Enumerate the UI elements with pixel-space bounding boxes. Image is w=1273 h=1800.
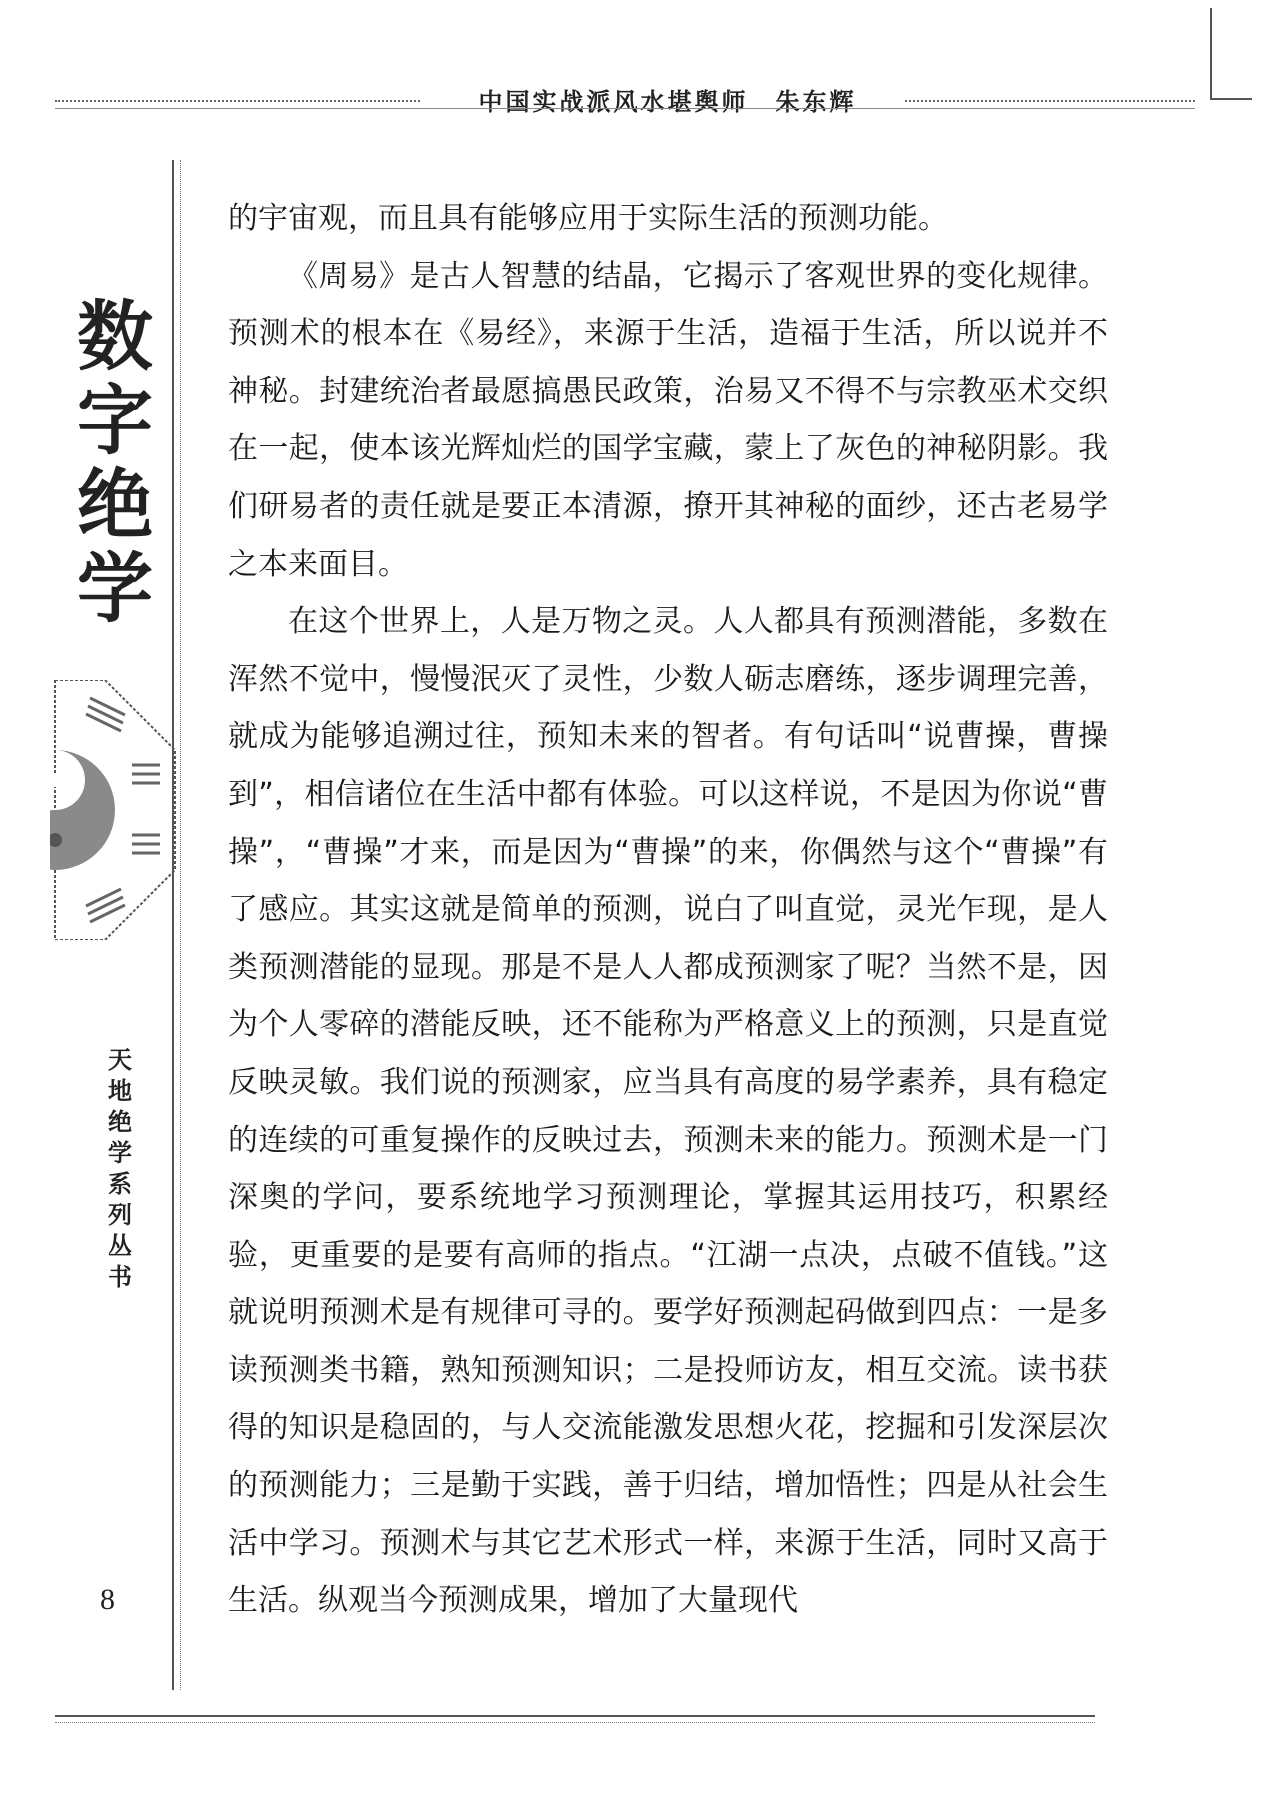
series-char: 学	[108, 1139, 132, 1167]
series-char: 书	[108, 1263, 132, 1291]
paragraph: 的宇宙观，而且具有能够应用于实际生活的预测功能。	[228, 201, 948, 236]
series-char: 列	[108, 1201, 132, 1229]
title-char: 学	[77, 544, 153, 633]
series-char: 地	[108, 1077, 132, 1105]
series-char: 系	[108, 1170, 132, 1198]
page-number: 8	[100, 1583, 115, 1616]
running-header: 中国实战派风水堪舆师 朱东辉	[478, 88, 857, 116]
title-char: 数	[77, 292, 153, 381]
title-char: 绝	[77, 460, 153, 549]
footer-rule-dotted	[55, 1722, 1095, 1723]
series-name-vertical	[100, 1045, 140, 1293]
header-rule-right	[905, 100, 1195, 102]
series-char: 天	[108, 1046, 132, 1074]
paragraph: 《周易》是古人智慧的结晶，它揭示了客观世界的变化规律。预测术的根本在《易经》，来源于生活，造福于生活，所以说并不神秘。封建统治者最愿搞愚民政策，治易又不得不与宗教巫术交织在一起，使本该光辉灿烂的国学宝藏，蒙上了灰色的神秘阴影。我们研易者的责任就是要正本清源，撩开其神秘的面纱，还古老易学之本来面目。	[228, 258, 1108, 582]
series-char: 绝	[108, 1108, 132, 1136]
paragraph: 在这个世界上，人是万物之灵。人人都具有预测潜能，多数在浑然不觉中，慢慢泯灭了灵性，少数人砺志磨练，逐步调理完善，就成为能够追溯过往，预知未来的智者。有句话叫“说曹操，曹操到”，相信诸位在生活中都有体验。可以这样说，不是因为你说“曹操”，“曹操”才来，而是因为“曹操”的来，你偶然与这个“曹操”有了感应。其实这就是简单的预测，说白了叫直觉，灵光乍现，是人类预测潜能的显现。那是不是人人都成预测家了呢？当然不是，因为个人零碎的潜能反映，还不能称为严格意义上的预测，只是直觉反映灵敏。我们说的预测家，应当具有高度的易学素养，具有稳定的连续的可重复操作的反映过去，预测未来的能力。预测术是一门深奥的学问，要系统地学习预测理论，掌握其运用技巧，积累经验，更重要的是要有高师的指点。“江湖一点决，点破不值钱。”这就说明预测术是有规律可寻的。要学好预测起码做到四点：一是多读预测类书籍，熟知预测知识；二是投师访友，相互交流。读书获得的知识是稳固的，与人交流能激发思想火花，挖掘和引发深层次的预测能力；三是勤于实践，善于归结，增加悟性；四是从社会生活中学习。预测术与其它艺术形式一样，来源于生活，同时又高于生活。纵观当今预测成果，增加了大量现代	[228, 604, 1108, 1619]
series-char: 丛	[108, 1232, 132, 1260]
title-char: 字	[77, 376, 153, 465]
header-rule-left	[55, 100, 420, 102]
header-underline	[55, 108, 1195, 109]
book-title-vertical	[65, 292, 165, 633]
body-text	[228, 190, 1108, 1630]
footer-rule	[55, 1715, 1095, 1717]
bagua-ornament	[50, 680, 180, 940]
corner-crop-mark	[1210, 8, 1252, 100]
